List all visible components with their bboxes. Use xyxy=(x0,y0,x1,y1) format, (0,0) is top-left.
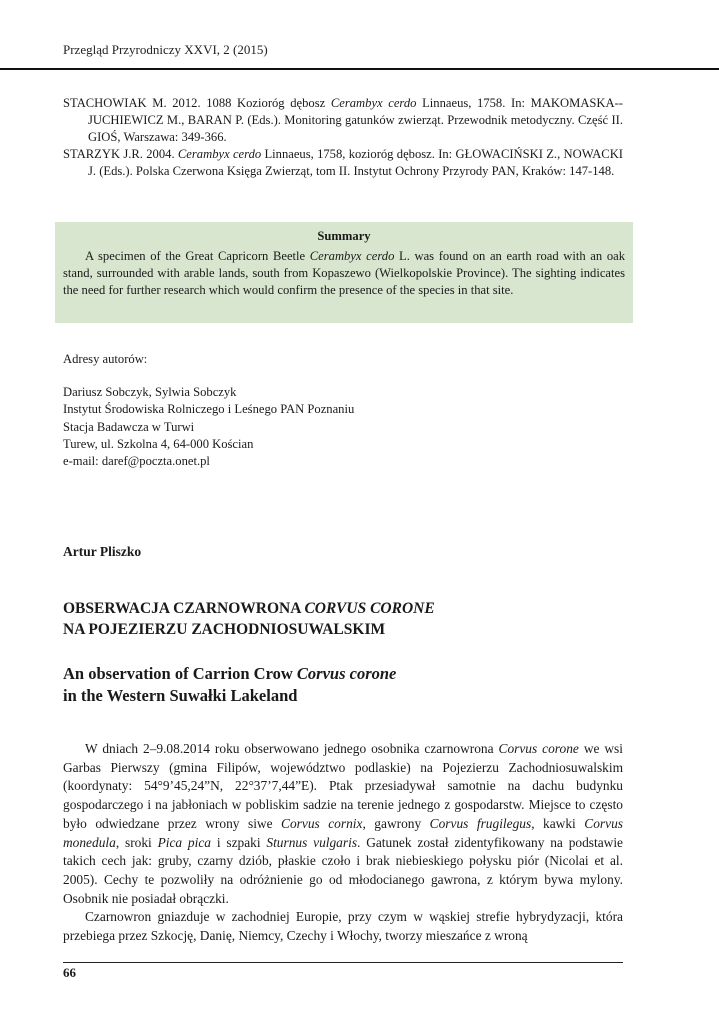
address-line: Stacja Badawcza w Turwi xyxy=(63,419,195,434)
title-text: An observation of Carrion Crow xyxy=(63,664,297,683)
reference-text: Linnaeus, 1758, kozioróg dębosz. In: GŁOWACIŃSKI Z., NOWACKI J. (Eds.). Polska Czerwona Księga Zwierząt, tom II. Instytut Ochrony Przyrody PAN, Kraków: 147-148. xyxy=(88,147,623,178)
page-number: 66 xyxy=(63,965,76,980)
article-body xyxy=(63,740,623,946)
body-paragraph: Czarnowron gniazduje w zachodniej Europie, przy czym w wąskiej strefie hybrydyzacji, która przebiega przez Szkocję, Danię, Niemcy, Czechy i Włochy, tworzy mieszańce z wroną xyxy=(63,909,623,944)
journal-header: Przegląd Przyrodniczy XXVI, 2 (2015) xyxy=(63,42,268,57)
title-text: NA POJEZIERZU ZACHODNIOSUWALSKIM xyxy=(63,621,386,638)
reference-text: STACHOWIAK M. 2012. 1088 Kozioróg dębosz xyxy=(63,96,331,110)
reference-item xyxy=(63,95,623,146)
body-paragraph xyxy=(63,740,623,908)
species-name: Pica pica xyxy=(157,834,211,850)
footer-rule xyxy=(63,962,623,963)
species-name: Corvus corone xyxy=(498,741,579,756)
summary-box xyxy=(55,222,633,323)
reference-text: STARZYK J.R. 2004. xyxy=(63,147,178,161)
body-text: W dniach 2–9.08.2014 roku obserwowano jednego osobnika czarnowrona xyxy=(85,741,499,756)
header-rule xyxy=(0,68,719,70)
article-author: Artur Pliszko xyxy=(63,544,142,559)
species-name: Sturnus vulgaris xyxy=(266,834,358,850)
body-text: . Gatunek został zidentyfikowany na podstawie takich cech jak: gruby, czarny dziób, płaskie czoło i brak niebieskiego połysku piór (Nicolai et al. 2005). Cechy te pozwoliły na odróżnienie go od młodocianego gawrona, z którym bywa mylony. Osobnik nie posiadał obrączki. xyxy=(63,834,623,906)
species-name: Cerambyx cerdo xyxy=(309,249,395,263)
body-text: we wsi Garbas Pierwszy (gmina Filipów, województwo podlaskie) na Pojezierzu Zachodniosuwalskim (koordynaty: 54°9’45,24”N, 22°37’7,44”E). Ptak przesiadywał samotnie na dachu budynku gospodarczego i na jabłoniach w pobliskim sadzie na terenie jednego z gospodarstw. Miejsce to często było odwiedzane przez wrony siwe xyxy=(63,741,623,831)
species-name: Corvus cornix xyxy=(281,815,363,831)
species-name: Cerambyx cerdo xyxy=(330,96,417,110)
species-name: Cerambyx cerdo xyxy=(177,147,262,161)
title-species: CORVUS CORONE xyxy=(304,600,435,617)
species-name: Corvus monedula xyxy=(63,815,623,850)
body-text: i szpaki xyxy=(211,834,267,850)
address-line: Instytut Środowiska Rolniczego i Leśnego PAN Poznaniu xyxy=(63,402,355,417)
summary-text-part: A specimen of the Great Capricorn Beetle xyxy=(85,249,310,263)
author-addresses xyxy=(63,384,354,470)
reference-item xyxy=(63,146,623,180)
title-text: in the Western Suwałki Lakeland xyxy=(63,686,298,705)
summary-text xyxy=(63,248,625,299)
addresses-label: Adresy autorów: xyxy=(63,352,148,366)
body-text: , kawki xyxy=(531,815,585,831)
species-name: Corvus frugilegus xyxy=(429,815,532,831)
summary-title: Summary xyxy=(317,229,371,243)
summary-text-part: L. was found on an earth road with an oak stand, surrounded with arable lands, south from Kopaszewo (Wielkopolskie Province). The sighting indicates the need for further research which would confirm the presence of the species in that site. xyxy=(63,249,625,297)
reference-text: Linnaeus, 1758. In: MAKOMASKA--JUCHIEWICZ M., BARAN P. (Eds.). Monitoring gatunków zwierząt. Przewodnik metodyczny. Część II. GIOŚ, Warszawa: 349-366. xyxy=(88,96,623,144)
references xyxy=(63,95,623,180)
body-text: , gawrony xyxy=(362,815,430,831)
body-text: , sroki xyxy=(115,834,158,850)
address-line: Dariusz Sobczyk, Sylwia Sobczyk xyxy=(63,385,237,399)
article-title-polish xyxy=(63,598,435,640)
title-species: Corvus corone xyxy=(296,664,397,683)
email-line: e-mail: daref@poczta.onet.pl xyxy=(63,454,210,469)
title-text: OBSERWACJA CZARNOWRONA xyxy=(63,600,305,617)
address-line: Turew, ul. Szkolna 4, 64-000 Kościan xyxy=(63,436,254,451)
article-title-english xyxy=(63,663,396,707)
